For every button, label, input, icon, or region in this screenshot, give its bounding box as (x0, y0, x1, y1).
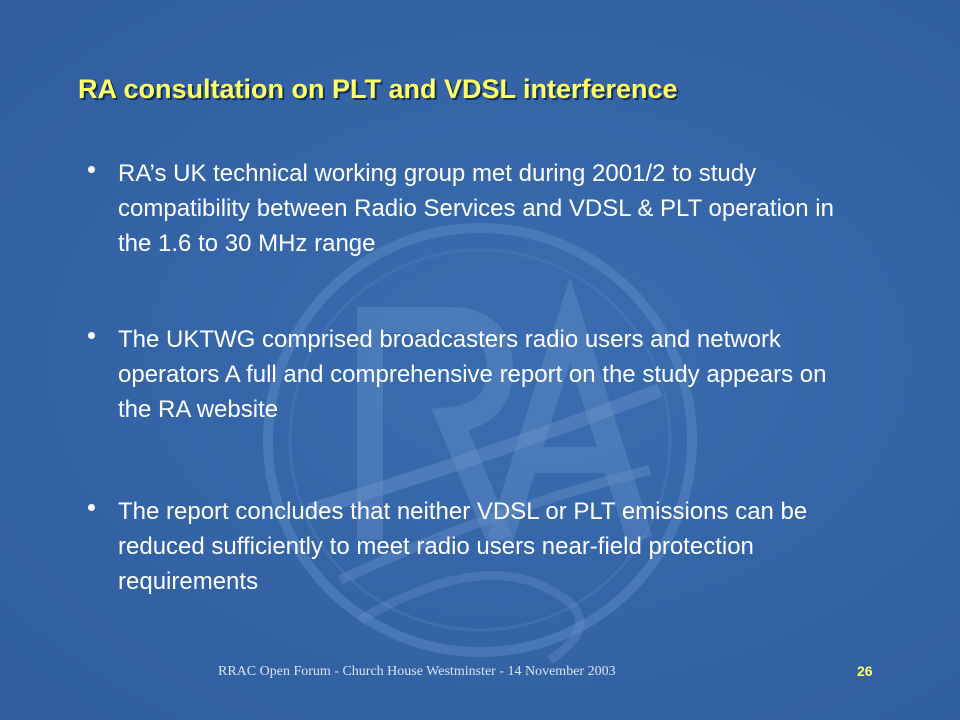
ra-watermark-logo (250, 210, 710, 670)
bullet-dot-icon (88, 166, 95, 173)
bullet-text: RA’s UK technical working group met during 2001/2 to study compatibility between Radio Services and VDSL & PLT operation in the 1.6 to 30 MHz range (118, 160, 834, 257)
slide-footer: RRAC Open Forum - Church House Westminster - 14 November 2003 (218, 664, 616, 679)
bullet-dot-icon (88, 504, 95, 511)
bullet-dot-icon (88, 332, 95, 339)
slide-title: RA consultation on PLT and VDSL interference (78, 74, 678, 104)
bullet-text: The UKTWG comprised broadcasters radio users and network operators A full and comprehensive report on the study appears on the RA website (118, 326, 827, 423)
bullet-text: The report concludes that neither VDSL or PLT emissions can be reduced sufficiently to meet radio users near-field protection requirements (118, 498, 808, 595)
page-number: 26 (857, 663, 873, 679)
